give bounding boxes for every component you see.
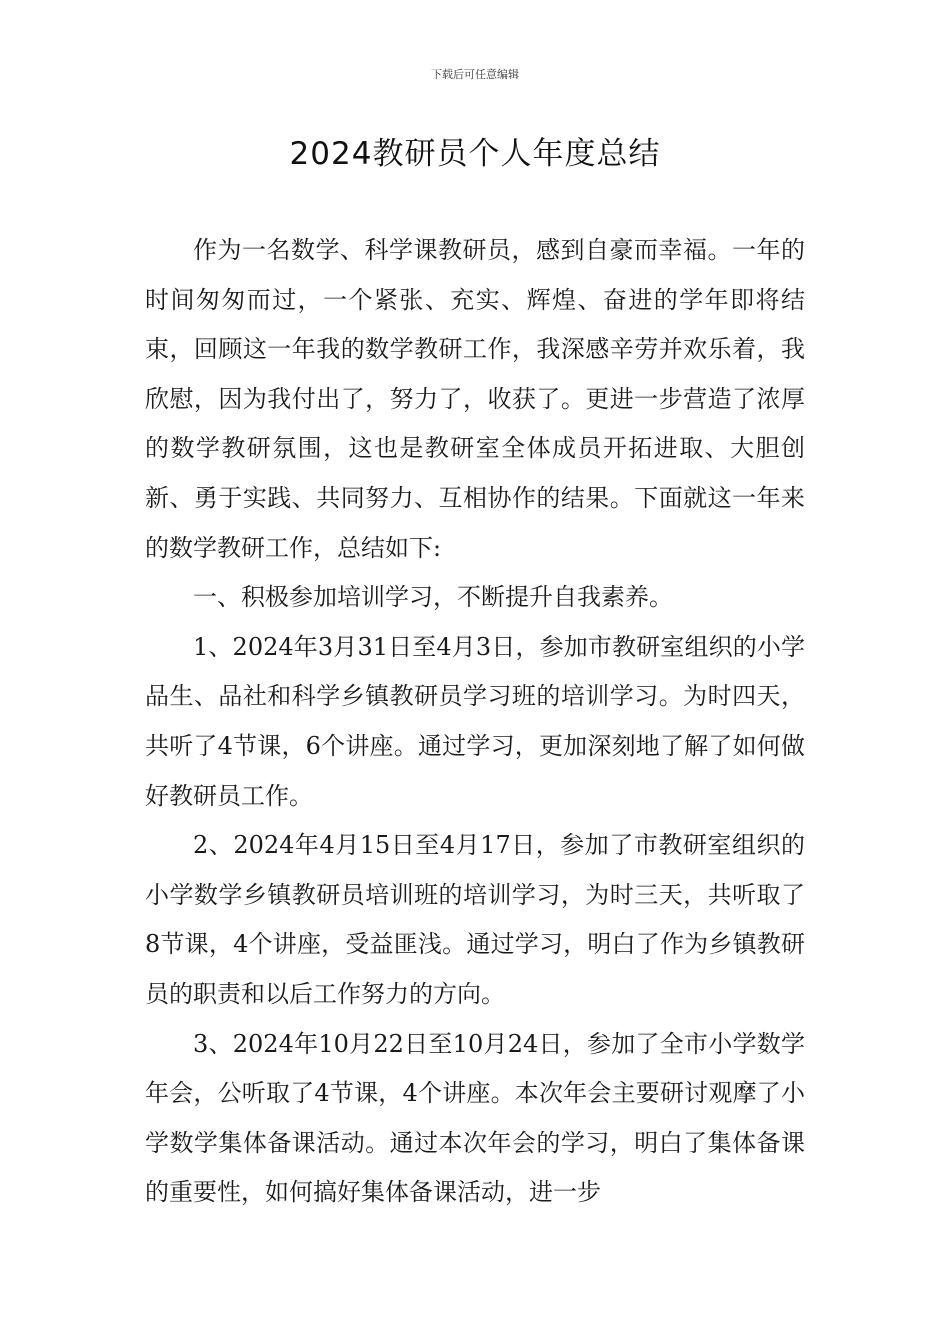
paragraph-item-1: 1、2024年3月31日至4月3日，参加市教研室组织的小学品生、品社和科学乡镇教研员学习班的培训学习。为时四天，共听了4节课，6个讲座。通过学习，更加深刻地了解了如何做好教研员工作。 [145,632,805,810]
header-note: 下载后可任意编辑 [431,68,519,81]
section-heading: 一、积极参加培训学习，不断提升自我素养。 [193,583,673,612]
document-body [145,226,805,1218]
paragraph-item-3: 3、2024年10月22日至10月24日，参加了全市小学数学年会，公听取了4节课，4个讲座。本次年会主要研讨观摩了小学数学集体备课活动。通过本次年会的学习，明白了集体备课的重要性，如何搞好集体备课活动，进一步 [145,1029,805,1207]
paragraph-item-2: 2、2024年4月15日至4月17日，参加了市教研室组织的小学数学乡镇教研员培训班的培训学习，为时三天，共听取了8节课，4个讲座，受益匪浅。通过学习，明白了作为乡镇教研员的职责和以后工作努力的方向。 [145,831,805,1008]
paragraph-intro: 作为一名数学、科学课教研员，感到自豪而幸福。一年的时间匆匆而过，一个紧张、充实、辉煌、奋进的学年即将结束，回顾这一年我的数学教研工作，我深感辛劳并欢乐着，我欣慰，因为我付出了，努力了，收获了。更进一步营造了浓厚的数学教研氛围，这也是教研室全体成员开拓进取、大胆创新、勇于实践、共同努力、互相协作的结果。下面就这一年来的数学教研工作，总结如下: [145,236,805,562]
document-title: 2024教研员个人年度总结 [289,136,661,172]
